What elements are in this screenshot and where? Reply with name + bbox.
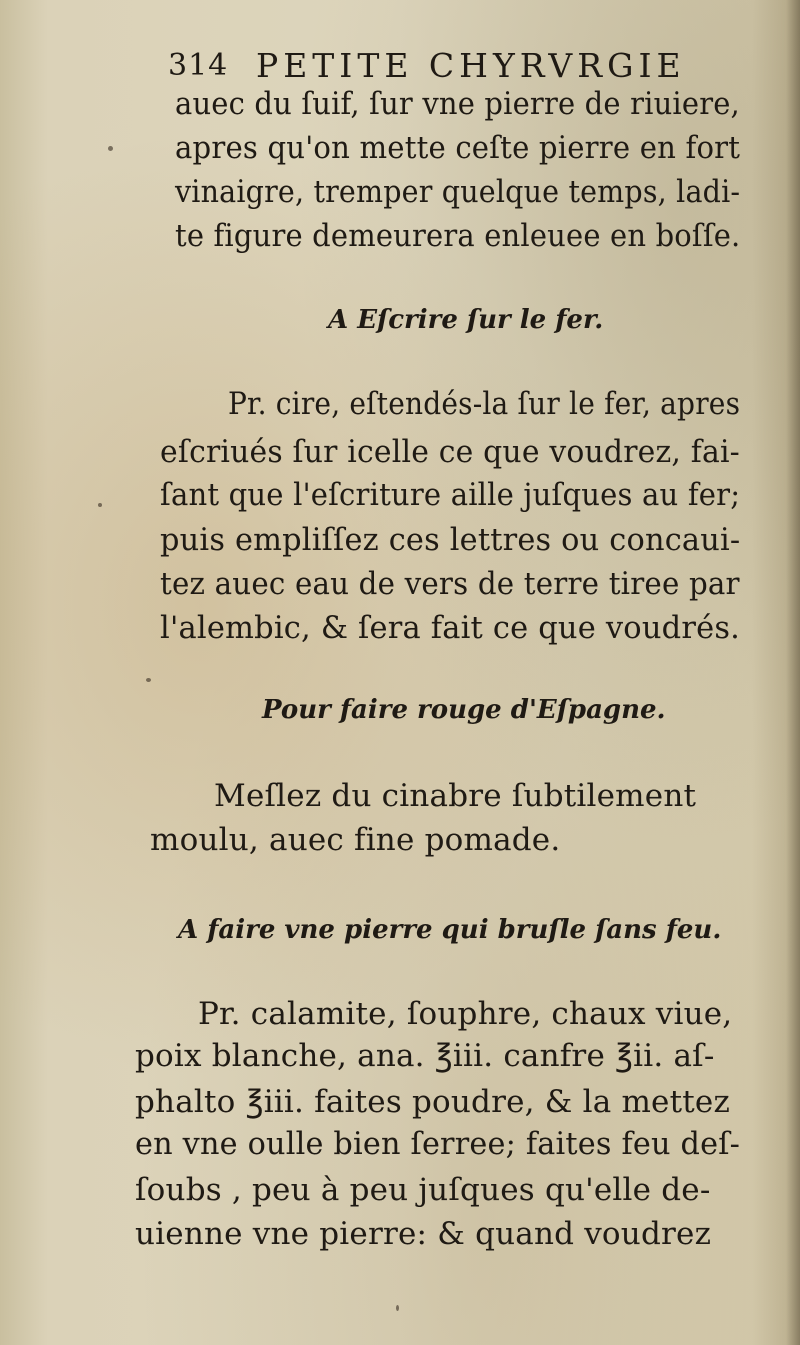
text-line: te figure demeurera enleuee en boſſe. bbox=[175, 218, 741, 254]
ink-speck bbox=[396, 1305, 399, 1311]
text-line: ſant que l'eſcriture aille juſques au fer; bbox=[160, 477, 741, 513]
text-line: uienne vne pierre: & quand voudrez bbox=[135, 1216, 712, 1252]
section-heading: Pour faire rouge d'Eſpagne. bbox=[262, 695, 666, 725]
page-number: 314 bbox=[168, 48, 229, 83]
page-header bbox=[168, 44, 728, 88]
text-line: vinaigre, tremper quelque temps, ladi- bbox=[175, 174, 741, 210]
text-line: Pr. cire, eſtendés-la ſur le fer, apres bbox=[228, 386, 741, 422]
text-line: phalto ℥iii. faites poudre, & la mettez bbox=[135, 1084, 730, 1120]
running-title: PETITE CHYRVRGIE bbox=[256, 46, 686, 85]
text-line: auec du ſuif, ſur vne pierre de riuiere, bbox=[175, 86, 740, 122]
text-line: moulu, auec fine pomade. bbox=[150, 822, 561, 858]
text-line: tez auec eau de vers de terre tiree par bbox=[160, 566, 740, 602]
text-line: Meſlez du cinabre ſubtilement bbox=[214, 778, 697, 814]
text-line: apres qu'on mette ceſte pierre en fort bbox=[175, 130, 741, 166]
page-gutter-shadow bbox=[786, 0, 800, 1345]
text-line: poix blanche, ana. ℥iii. canfre ℥ii. aſ- bbox=[135, 1038, 715, 1074]
text-line: l'alembic, & ſera fait ce que voudrés. bbox=[160, 610, 741, 646]
ink-speck bbox=[146, 678, 151, 682]
text-line: eſcriués ſur icelle ce que voudrez, fai- bbox=[160, 434, 740, 470]
text-line: puis empliſſez ces lettres ou concaui- bbox=[160, 522, 741, 558]
text-line: ſoubs , peu à peu juſques qu'elle de- bbox=[135, 1172, 711, 1208]
ink-speck bbox=[98, 503, 102, 507]
text-line: Pr. calamite, ſouphre, chaux viue, bbox=[198, 996, 733, 1032]
section-heading: A faire vne pierre qui bruſle ſans feu. bbox=[178, 915, 722, 945]
text-line: en vne oulle bien ſerree; faites feu deſ- bbox=[135, 1126, 741, 1162]
section-heading: A Eſcrire ſur le fer. bbox=[328, 305, 604, 335]
ink-speck bbox=[108, 146, 113, 151]
